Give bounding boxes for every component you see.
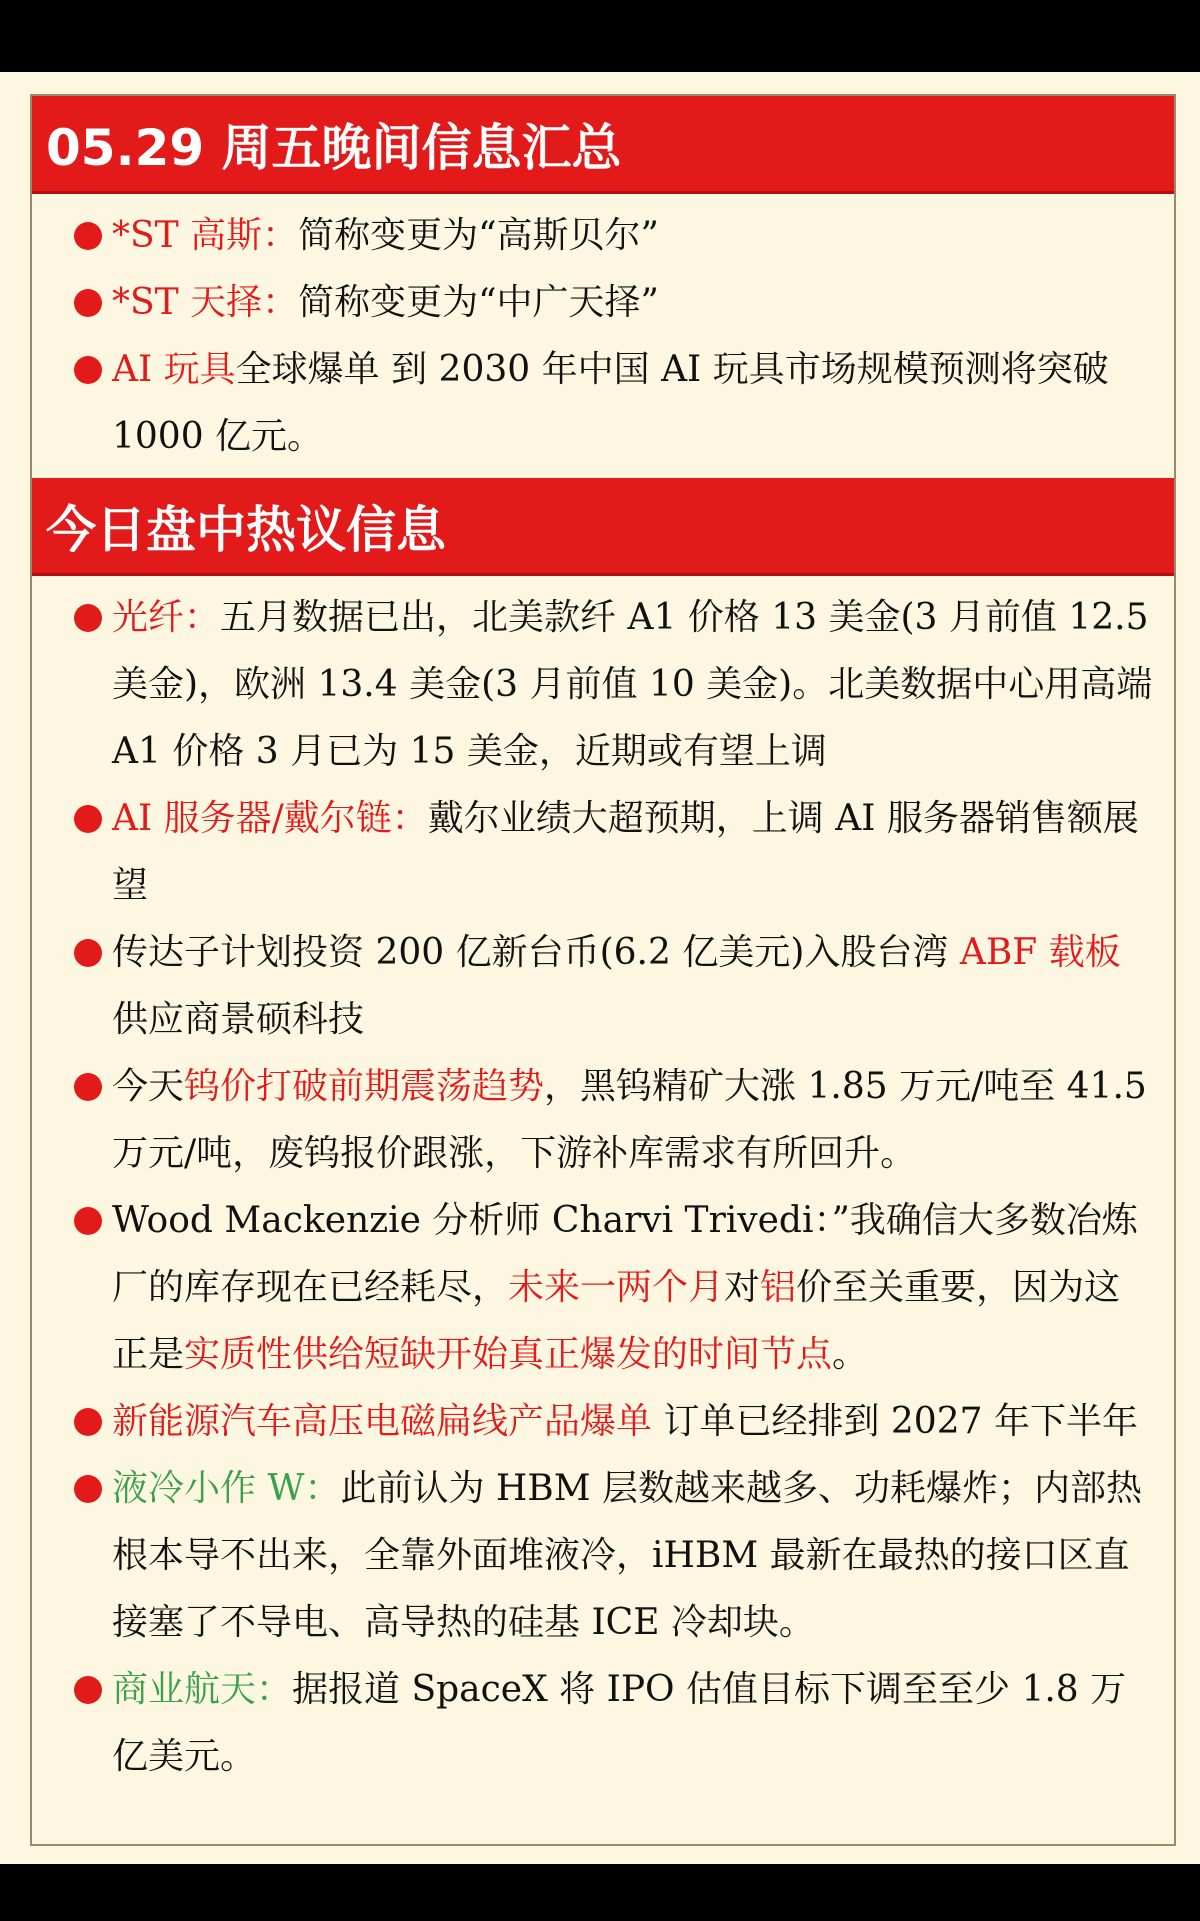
- bullet-icon: [74, 1073, 102, 1101]
- hot-topics-list: [32, 576, 1174, 1798]
- list-item: 光纤：五月数据已出，北美款纤 A1 价格 13 美金(3 月前值 12.5 美金)，欧洲 13.4 美金(3 月前值 10 美金)。北美数据中心用高端 A1 价格 3 月已为 15 美金，近期或有望上调: [52, 584, 1154, 785]
- bullet-icon: [74, 289, 102, 317]
- hot-topics-header: [32, 478, 1174, 576]
- info-card: [30, 94, 1176, 1846]
- bullet-icon: [74, 222, 102, 250]
- list-item: *ST 高斯：简称变更为“高斯贝尔”: [52, 202, 1154, 269]
- list-item: *ST 天择：简称变更为“中广天择”: [52, 269, 1154, 336]
- list-item: AI 玩具全球爆单 到 2030 年中国 AI 玩具市场规模预测将突破 1000 亿元。: [52, 336, 1154, 470]
- list-item: Wood Mackenzie 分析师 Charvi Trivedi：”我确信大多数冶炼厂的库存现在已经耗尽，未来一两个月对铝价至关重要，因为这正是实质性供给短缺开始真正爆发的时间节点。: [52, 1187, 1154, 1388]
- hot-topics-title: 今日盘中热议信息: [46, 500, 446, 559]
- bullet-icon: [74, 604, 102, 632]
- bullet-icon: [74, 1408, 102, 1436]
- bullet-icon: [74, 939, 102, 967]
- evening-summary-title: 05.29 周五晚间信息汇总: [46, 118, 622, 177]
- page: [0, 72, 1200, 1864]
- bullet-icon: [74, 1475, 102, 1503]
- evening-summary-list: [32, 194, 1174, 478]
- bullet-icon: [74, 805, 102, 833]
- evening-summary-header: [32, 96, 1174, 194]
- bullet-icon: [74, 1207, 102, 1235]
- bullet-icon: [74, 356, 102, 384]
- list-item: 液冷小作 W：此前认为 HBM 层数越来越多、功耗爆炸；内部热根本导不出来，全靠外面堆液冷，iHBM 最新在最热的接口区直接塞了不导电、高导热的硅基 ICE 冷却块。: [52, 1455, 1154, 1656]
- list-item: 商业航天：据报道 SpaceX 将 IPO 估值目标下调至至少 1.8 万亿美元。: [52, 1656, 1154, 1790]
- list-item: AI 服务器/戴尔链：戴尔业绩大超预期，上调 AI 服务器销售额展望: [52, 785, 1154, 919]
- list-item: 新能源汽车高压电磁扁线产品爆单 订单已经排到 2027 年下半年: [52, 1388, 1154, 1455]
- bullet-icon: [74, 1676, 102, 1704]
- list-item: 传达子计划投资 200 亿新台币(6.2 亿美元)入股台湾 ABF 载板供应商景硕科技: [52, 919, 1154, 1053]
- list-item: 今天钨价打破前期震荡趋势，黑钨精矿大涨 1.85 万元/吨至 41.5 万元/吨，废钨报价跟涨，下游补库需求有所回升。: [52, 1053, 1154, 1187]
